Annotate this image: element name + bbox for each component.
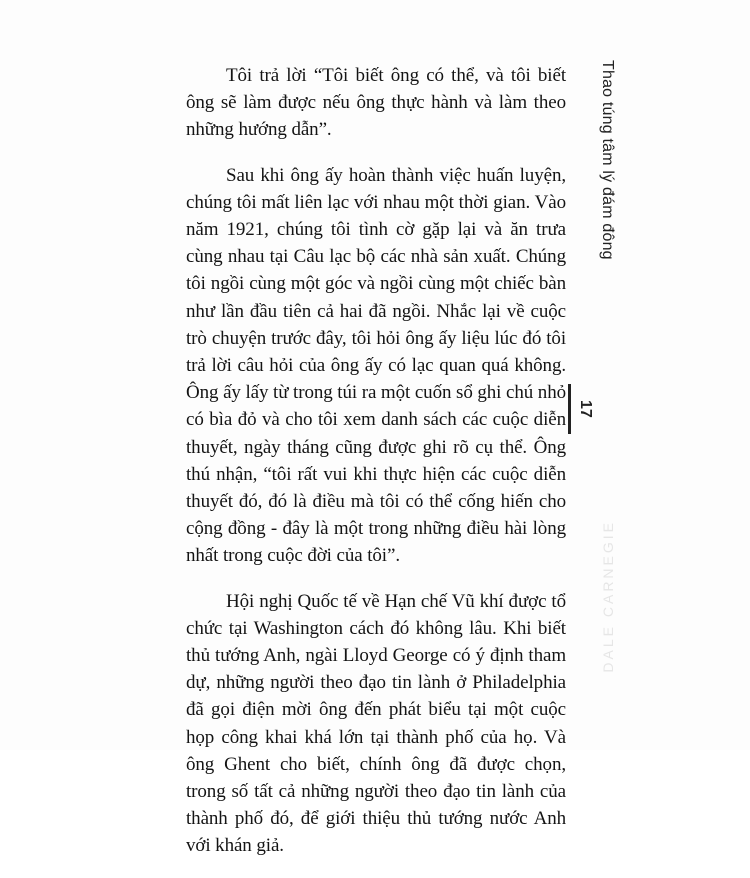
paragraph-1: Tôi trả lời “Tôi biết ông có thể, và tôi biết ông sẽ làm được nếu ông thực hành và làm theo những hướng dẫn”. xyxy=(186,65,566,141)
page-number-rule xyxy=(568,384,571,434)
author-watermark: DALE CARNEGIE xyxy=(600,520,616,673)
page-body xyxy=(186,62,566,878)
page-number: 17 xyxy=(577,400,594,418)
running-title: Thao túng tâm lý đám đông xyxy=(599,60,616,260)
paragraph-2: Sau khi ông ấy hoàn thành việc huấn luyện, chúng tôi mất liên lạc với nhau một thời gian. Vào năm 1921, chúng tôi tình cờ gặp lại và ăn trưa cùng nhau tại Câu lạc bộ các nhà sản xuất. Chúng tôi ngồi cùng một góc và ngồi cùng một chiếc bàn như lần đầu tiên cả hai đã ngồi. Nhắc lại về cuộc trò chuyện trước đây, tôi hỏi ông ấy liệu lúc đó tôi trả lời câu hỏi của ông ấy có lạc quan quá không. Ông ấy lấy từ trong túi ra một cuốn sổ ghi chú nhỏ có bìa đỏ và cho tôi xem danh sách các cuộc diễn thuyết, ngày tháng cũng được ghi rõ cụ thể. Ông thú nhận, “tôi rất vui khi thực hiện các cuộc diễn thuyết đó, đó là điều mà tôi có thể cống hiến cho cộng đồng - đây là một trong những điều hài lòng nhất trong cuộc đời của tôi”. xyxy=(186,164,566,567)
paragraph-3: Hội nghị Quốc tế về Hạn chế Vũ khí được tổ chức tại Washington cách đó không lâu. Khi biết thủ tướng Anh, ngài Lloyd George có ý định tham dự, những người theo đạo tin lành ở Philadelphia đã gọi điện mời ông đến phát biểu tại một cuộc họp công khai khá lớn tại thành phố của họ. Và ông Ghent cho biết, chính ông đã được chọn, trong số tất cả những người theo đạo tin lành của thành phố đó, để giới thiệu thủ tướng nước Anh với khán giả. xyxy=(186,590,566,857)
